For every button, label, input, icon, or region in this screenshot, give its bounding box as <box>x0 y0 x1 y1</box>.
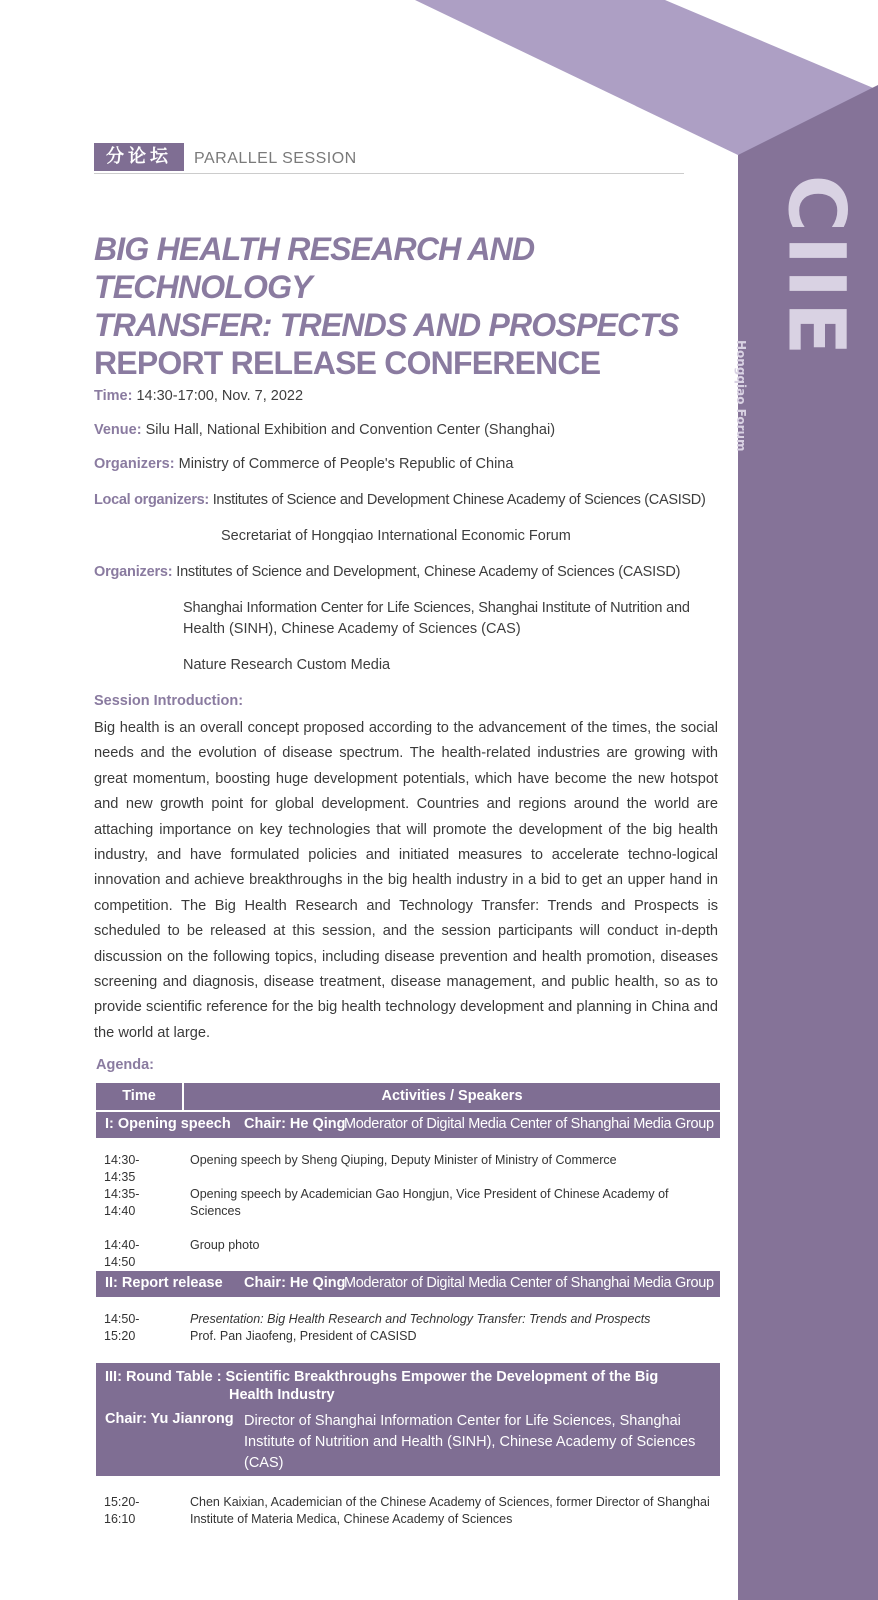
part-1-moderator: Moderator of Digital Media Center of Shanghai Media Group <box>344 1116 714 1132</box>
info-venue <box>94 422 555 438</box>
title-line-1: BIG HEALTH RESEARCH AND TECHNOLOGY <box>94 231 535 305</box>
info-time <box>94 388 303 404</box>
column-header-time: Time <box>96 1083 184 1110</box>
agenda-table-header <box>96 1083 720 1110</box>
agenda-part-1-header <box>96 1112 720 1138</box>
part-3-chair-description: Director of Shanghai Information Center for Life Sciences, Shanghai Institute of Nutrition and Health (SINH), Chinese Academy of Sciences (CAS) <box>244 1413 696 1471</box>
row-activity <box>190 1311 710 1345</box>
part-3-chair: Chair: Yu Jianrong <box>105 1411 234 1427</box>
part-2-chair: Chair: He Qing <box>244 1275 346 1291</box>
row-activity: Group photo <box>190 1238 260 1252</box>
title-line-3: REPORT RELEASE CONFERENCE <box>94 345 601 381</box>
row-time: 14:30-14:35 <box>104 1153 140 1184</box>
part-2-title: II: Report release <box>105 1275 223 1291</box>
local-organizers-label: Local organizers: <box>94 492 209 508</box>
session-badge: 分论坛 <box>94 143 184 171</box>
row-time: 14:50-15:20 <box>104 1312 140 1343</box>
part-1-title: I: Opening speech <box>105 1116 231 1132</box>
agenda-label: Agenda: <box>96 1057 154 1073</box>
organizers-2-value-3: Nature Research Custom Media <box>183 657 391 673</box>
row-activity: Opening speech by Academician Gao Hongjun, Vice President of Chinese Academy of Sciences <box>190 1187 669 1218</box>
info-organizers-2 <box>94 564 680 580</box>
venue-value: Silu Hall, National Exhibition and Convention Center (Shanghai) <box>145 422 556 438</box>
part-3-title-line-2: Health Industry <box>229 1387 335 1403</box>
organizers-label: Organizers: <box>94 456 175 472</box>
organizers-value: Ministry of Commerce of People's Republic of China <box>178 456 514 472</box>
venue-label: Venue: <box>94 422 142 438</box>
session-intro-label: Session Introduction: <box>94 693 244 709</box>
agenda-part-3-header <box>96 1363 720 1476</box>
session-label: PARALLEL SESSION <box>194 150 357 167</box>
organizers-2-value-2b: Health (SINH), Chinese Academy of Sciences (CAS) <box>183 621 521 637</box>
organizers-2-value: Institutes of Science and Development, Chinese Academy of Sciences (CASISD) <box>176 564 681 580</box>
ciie-logo <box>760 174 870 360</box>
part-2-moderator: Moderator of Digital Media Center of Shanghai Media Group <box>344 1275 714 1291</box>
time-value: 14:30-17:00, Nov. 7, 2022 <box>136 388 304 404</box>
row-time: 15:20-16:10 <box>104 1495 140 1526</box>
row-activity-speaker: Prof. Pan Jiaofeng, President of CASISD <box>190 1329 417 1343</box>
session-intro-text: Big health is an overall concept proposed according to the advancement of the times, the social needs and the evolution of disease spectrum. The health-related industries are growing with great momentum, boosting huge development potentials, which have become the new hotspot and new growth point for global development. Countries and regions around the world are attaching importance on key technologies that will promote the development of the big health industry, and have formulated policies and initiated measures to accelerate techno-logical innovation and achieve breakthroughs in the big health industry in a bid to get an upper hand in competition. The Big Health Research and Technology Transfer: Trends and Prospects is scheduled to be released at this session, and the session participants will conduct in-depth discussion on the following topics, including disease prevention and health promotion, diseases screening and diagnosis, disease treatment, disease management, and public health, so as to provide scientific reference for the big health technology development and planning in China and the world at large. <box>94 720 718 1041</box>
column-header-activities: Activities / Speakers <box>381 1088 523 1104</box>
row-time: 14:40-14:50 <box>104 1238 140 1269</box>
organizers-2-label: Organizers: <box>94 564 173 580</box>
part-3-title-line-1: III: Round Table : Scientific Breakthroughs Empower the Development of the Big <box>105 1369 659 1385</box>
organizers-2-value-2a: Shanghai Information Center for Life Sciences, Shanghai Institute of Nutrition and <box>183 600 690 616</box>
title-line-2: TRANSFER: TRENDS AND PROSPECTS <box>94 307 679 343</box>
session-header <box>94 143 684 174</box>
row-time: 14:35-14:40 <box>104 1187 140 1218</box>
local-organizers-value: Institutes of Science and Development Chinese Academy of Sciences (CASISD) <box>212 492 706 508</box>
info-local-organizers <box>94 492 706 508</box>
page-title <box>94 230 734 382</box>
row-activity: Chen Kaixian, Academician of the Chinese Academy of Sciences, former Director of Shanghai Institute of Materia Medica, Chinese Academy of Sciences <box>190 1495 710 1526</box>
row-activity-presentation: Presentation: Big Health Research and Technology Transfer: Trends and Prospects <box>190 1312 651 1326</box>
part-1-chair: Chair: He Qing <box>244 1116 346 1132</box>
hongqiao-forum-label: Hongqiao Forum <box>734 340 748 452</box>
agenda-part-2-header <box>96 1271 720 1297</box>
ciie-logo-text: CIIE <box>770 174 861 360</box>
info-organizers <box>94 456 513 472</box>
row-activity: Opening speech by Sheng Qiuping, Deputy Minister of Ministry of Commerce <box>190 1153 617 1167</box>
time-label: Time: <box>94 388 133 404</box>
local-organizers-value-2: Secretariat of Hongqiao International Economic Forum <box>221 528 571 544</box>
